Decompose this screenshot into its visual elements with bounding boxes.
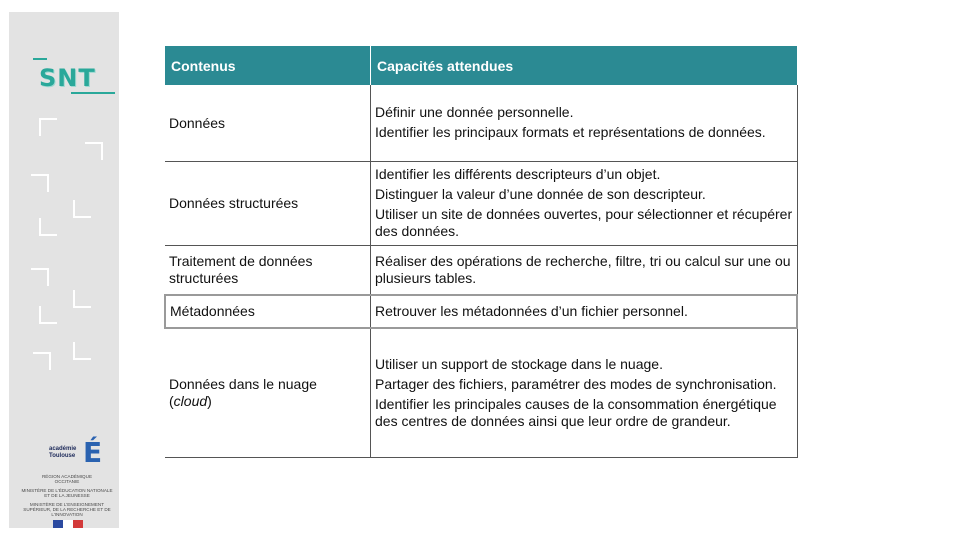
sidebar xyxy=(9,12,119,528)
ministere-text: MINISTÈRE DE L'ÉDUCATION NATIONALE ET DE LA JEUNESSE xyxy=(21,488,113,498)
decor-bracket-icon xyxy=(73,342,91,360)
contenu-cell: Données dans le nuage (cloud) xyxy=(165,328,371,458)
academie-line: académie xyxy=(49,446,77,452)
table-row xyxy=(165,85,797,162)
contenu-label: Données dans le nuage xyxy=(169,376,317,392)
capacites-cell xyxy=(371,295,798,328)
capacite-item: Identifier les principaux formats et représentations de données. xyxy=(375,124,766,140)
region-line: RÉGION ACADÉMIQUE xyxy=(41,474,93,479)
contenu-cell: Métadonnées xyxy=(165,295,371,328)
capacite-item: Identifier les différents descripteurs d’un objet. xyxy=(375,166,661,182)
contenu-cell: Données structurées xyxy=(165,162,371,246)
decor-bracket-icon xyxy=(31,268,49,286)
academie-e-icon: É xyxy=(83,436,103,469)
capacite-item: Utiliser un support de stockage dans le nuage. xyxy=(375,355,663,372)
academie-name xyxy=(49,446,76,460)
academie-line: Toulouse xyxy=(49,453,76,459)
contenu-cell: Données xyxy=(165,85,371,162)
decor-bracket-icon xyxy=(73,200,91,218)
capacites-cell xyxy=(371,328,798,458)
french-flag-icon xyxy=(53,520,83,528)
decor-bracket-icon xyxy=(31,174,49,192)
table-header-row xyxy=(165,46,797,85)
contenu-note: cloud xyxy=(173,393,208,409)
region-text xyxy=(19,474,115,484)
decor-bracket-icon xyxy=(73,290,91,308)
header-contenus: Contenus xyxy=(165,46,371,85)
curriculum-table xyxy=(164,46,798,458)
decor-bracket-icon xyxy=(39,118,57,136)
capacite-item: Utiliser un site de données ouvertes, pour sélectionner et récupérer des données. xyxy=(375,206,793,239)
table-row xyxy=(165,246,797,296)
capacite-item: Définir une donnée personnelle. xyxy=(375,104,574,120)
snt-logo-text: SNT xyxy=(39,64,96,92)
snt-logo xyxy=(29,56,119,106)
logo-accent-bar-top xyxy=(33,58,47,60)
table-row xyxy=(165,328,797,458)
capacites-cell xyxy=(371,246,798,296)
decor-bracket-icon xyxy=(39,218,57,236)
ministere-text: MINISTÈRE DE L'ENSEIGNEMENT SUPÉRIEUR, DE LA RECHERCHE ET DE L'INNOVATION xyxy=(23,502,111,517)
capacites-cell xyxy=(371,162,798,246)
capacite-item: Identifier les principales causes de la consommation énergétique des centres de données ainsi que leur ordre de grandeur. xyxy=(375,395,777,429)
decor-bracket-icon xyxy=(85,142,103,160)
header-capacites: Capacités attendues xyxy=(371,46,798,85)
capacite-item: Réaliser des opérations de recherche, filtre, tri ou calcul sur une ou plusieurs tables. xyxy=(375,252,791,286)
capacite-item: Distinguer la valeur d’une donnée de son descripteur. xyxy=(375,186,706,202)
region-line: OCCITANIE xyxy=(54,479,80,484)
decor-bracket-icon xyxy=(39,306,57,324)
capacites-cell xyxy=(371,85,798,162)
logo-accent-bar-bottom xyxy=(71,92,115,94)
academie-logo xyxy=(19,432,115,536)
capacite-item: Retrouver les métadonnées d’un fichier personnel. xyxy=(375,302,688,319)
table-row xyxy=(165,162,797,246)
table-row-highlighted xyxy=(165,295,797,328)
contenu-cell: Traitement de données structurées xyxy=(165,246,371,296)
decor-bracket-icon xyxy=(33,352,51,370)
capacite-item: Partager des fichiers, paramétrer des modes de synchronisation. xyxy=(375,375,777,392)
